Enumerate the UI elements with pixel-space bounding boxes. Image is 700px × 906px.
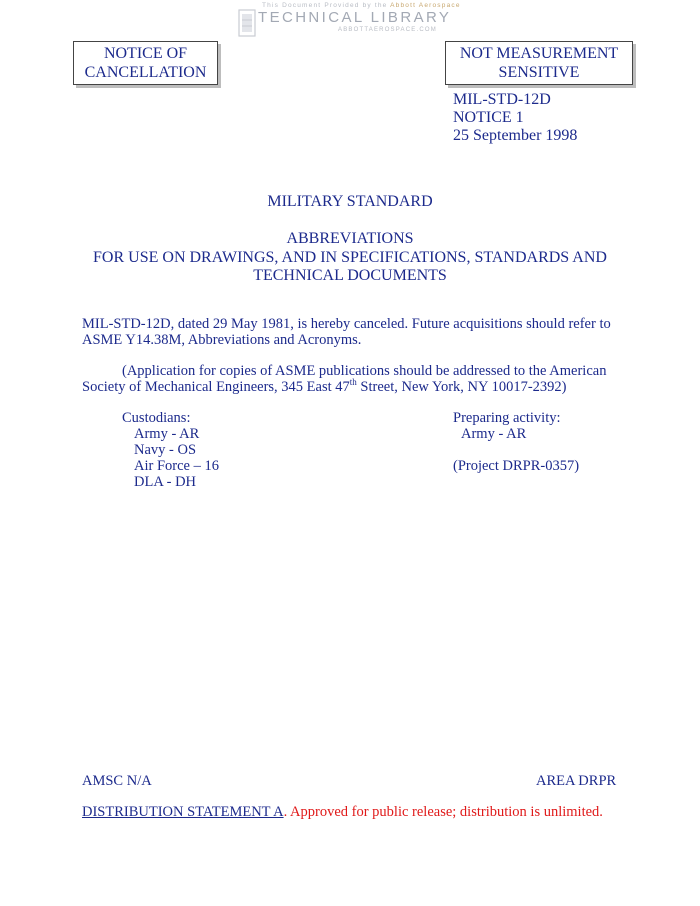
abbott-logo-icon bbox=[238, 8, 256, 38]
watermark bbox=[0, 0, 700, 46]
right-box-line-2: SENSITIVE bbox=[498, 64, 580, 81]
custodian-item: Navy - OS bbox=[134, 442, 197, 458]
application-paragraph-line-1: (Application for copies of ASME publications should be addressed to the American bbox=[122, 363, 607, 379]
subject-line-3: TECHNICAL DOCUMENTS bbox=[253, 267, 447, 284]
amsc-label: AMSC N/A bbox=[82, 773, 152, 789]
custodians-label: Custodians: bbox=[122, 410, 191, 426]
preparing-activity: Army - AR bbox=[461, 426, 527, 442]
right-box-line-1: NOT MEASUREMENT bbox=[459, 45, 619, 62]
cancel-paragraph-line-2: ASME Y14.38M, Abbreviations and Acronyms. bbox=[82, 332, 362, 348]
standard-heading: MILITARY STANDARD bbox=[267, 193, 433, 210]
custodian-item: DLA - DH bbox=[134, 474, 197, 490]
project-number: (Project DRPR-0357) bbox=[453, 458, 580, 474]
watermark-top-line: This Document Provided by the Abbott Aerospace bbox=[262, 2, 461, 9]
watermark-main: TECHNICAL LIBRARY bbox=[258, 9, 452, 26]
notice-date: 25 September 1998 bbox=[453, 127, 578, 144]
doc-id: MIL-STD-12D bbox=[453, 91, 551, 108]
distribution-statement-text: . Approved for public release; distribution is unlimited. bbox=[283, 804, 603, 820]
application-paragraph-line-2: Society of Mechanical Engineers, 345 East 47th Street, New York, NY 10017-2392) bbox=[82, 377, 567, 395]
custodian-item: Army - AR bbox=[134, 426, 200, 442]
subject-line-2: FOR USE ON DRAWINGS, AND IN SPECIFICATIONS, STANDARDS AND bbox=[93, 249, 607, 266]
watermark-site: ABBOTTAEROSPACE.COM bbox=[338, 27, 437, 33]
area-label: AREA DRPR bbox=[536, 773, 617, 789]
subject-heading: ABBREVIATIONS bbox=[286, 230, 414, 247]
custodian-item: Air Force – 16 bbox=[134, 458, 219, 474]
not-measurement-sensitive-box bbox=[445, 41, 633, 85]
notice-of-cancellation-box bbox=[73, 41, 218, 85]
cancel-paragraph-line-1: MIL-STD-12D, dated 29 May 1981, is hereby canceled. Future acquisitions should refer to bbox=[82, 316, 611, 332]
left-box-line-2: CANCELLATION bbox=[84, 64, 207, 81]
left-box-line-1: NOTICE OF bbox=[103, 45, 188, 62]
distribution-statement bbox=[82, 804, 603, 821]
distribution-statement-label[interactable]: DISTRIBUTION STATEMENT A bbox=[82, 804, 284, 820]
preparing-activity-label: Preparing activity: bbox=[453, 410, 561, 426]
notice-number: NOTICE 1 bbox=[453, 109, 524, 126]
